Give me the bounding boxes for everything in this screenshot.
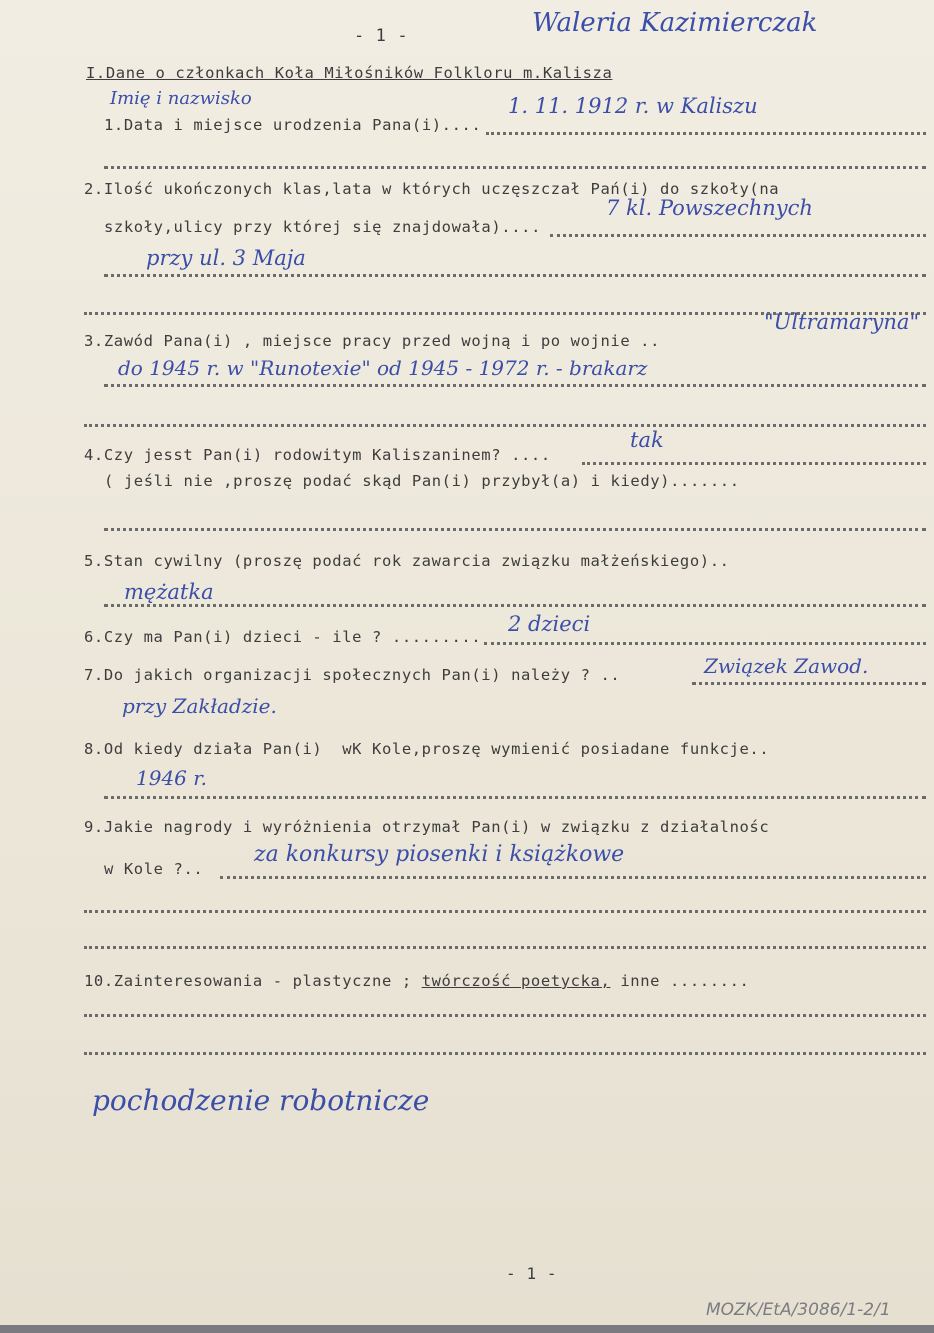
- q7-dots-1: [692, 682, 926, 685]
- q4-dots-1: [582, 462, 926, 465]
- q7-answer-a: Związek Zawod.: [704, 654, 869, 678]
- q4-dots-2: [104, 528, 926, 531]
- q8-dots: [104, 796, 926, 799]
- person-name: Waleria Kazimierczak: [532, 8, 818, 38]
- q1-above-note: Imię i nazwisko: [110, 88, 252, 109]
- q3-dots-2: [84, 424, 926, 427]
- q10-dots-1: [84, 1014, 926, 1017]
- q2-label-line2: szkoły,ulicy przy której się znajdowała)....: [104, 218, 541, 236]
- q2-dots-1: [550, 234, 926, 237]
- q8-label: 8.Od kiedy działa Pan(i) wK Kole,proszę wymienić posiadane funkcje..: [84, 740, 770, 758]
- origin-note: pochodzenie robotnicze: [92, 1084, 430, 1117]
- q10-prefix: 10.Zainteresowania - plastyczne ;: [84, 972, 422, 990]
- q4-label-line1: 4.Czy jesst Pan(i) rodowitym Kaliszaninem? ....: [84, 446, 551, 464]
- q7-label: 7.Do jakich organizacji społecznych Pan(i) należy ? ..: [84, 666, 621, 684]
- q5-dots: [104, 604, 926, 607]
- q1-dots: [486, 132, 926, 135]
- q5-answer: mężatka: [124, 580, 214, 604]
- q2-answer-b: przy ul. 3 Maja: [146, 246, 306, 270]
- q4-label-line2: ( jeśli nie ,proszę podać skąd Pan(i) przybył(a) i kiedy).......: [104, 472, 740, 490]
- scan-edge: [0, 1325, 934, 1333]
- q9-dots-1: [220, 876, 926, 879]
- archive-signature: MOZK/EtA/3086/1-2/1: [706, 1300, 891, 1320]
- q9-label-line2: w Kole ?..: [104, 860, 204, 878]
- q6-dots: [484, 642, 926, 645]
- page-number-top: - 1 -: [354, 26, 409, 46]
- q10-suffix: inne ........: [610, 972, 750, 990]
- q10-underlined: twórczość poetycka,: [421, 972, 611, 990]
- q3-answer-a: "Ultramaryna": [764, 310, 920, 334]
- q5-label: 5.Stan cywilny (proszę podać rok zawarcia związku małżeńskiego)..: [84, 552, 730, 570]
- q9-dots-3: [84, 946, 926, 949]
- q9-answer: za konkursy piosenki i książkowe: [254, 842, 625, 867]
- q8-answer: 1946 r.: [136, 766, 207, 790]
- q3-label: 3.Zawód Pana(i) , miejsce pracy przed wojną i po wojnie ..: [84, 332, 661, 350]
- q1-answer: 1. 11. 1912 r. w Kaliszu: [508, 94, 758, 118]
- q4-answer: tak: [630, 428, 664, 452]
- q1-label: 1.Data i miejsce urodzenia Pana(i)....: [104, 116, 482, 134]
- form-heading: I.Dane o członkach Koła Miłośników Folkloru m.Kalisza: [86, 64, 613, 82]
- q10-dots-2: [84, 1052, 926, 1055]
- q2-label-line1: 2.Ilość ukończonych klas,lata w których uczęszczał Pań(i) do szkoły(na: [84, 180, 780, 198]
- page-number-bottom: - 1 -: [506, 1264, 558, 1283]
- q9-dots-2: [84, 910, 926, 913]
- q10-label: [84, 972, 749, 990]
- q3-answer-b: do 1945 r. w "Runotexie" od 1945 - 1972 r. - brakarz: [118, 356, 648, 380]
- q3-dots-1: [104, 384, 926, 387]
- q2-dots-2: [104, 274, 926, 277]
- q6-label: 6.Czy ma Pan(i) dzieci - ile ? .........: [84, 628, 482, 646]
- q9-label-line1: 9.Jakie nagrody i wyróżnienia otrzymał Pan(i) w związku z działalnośc: [84, 818, 770, 836]
- q2-answer-a: 7 kl. Powszechnych: [606, 196, 813, 220]
- q7-answer-b: przy Zakładzie.: [122, 694, 277, 718]
- q1-dots-2: [104, 166, 926, 169]
- q6-answer: 2 dzieci: [508, 612, 591, 636]
